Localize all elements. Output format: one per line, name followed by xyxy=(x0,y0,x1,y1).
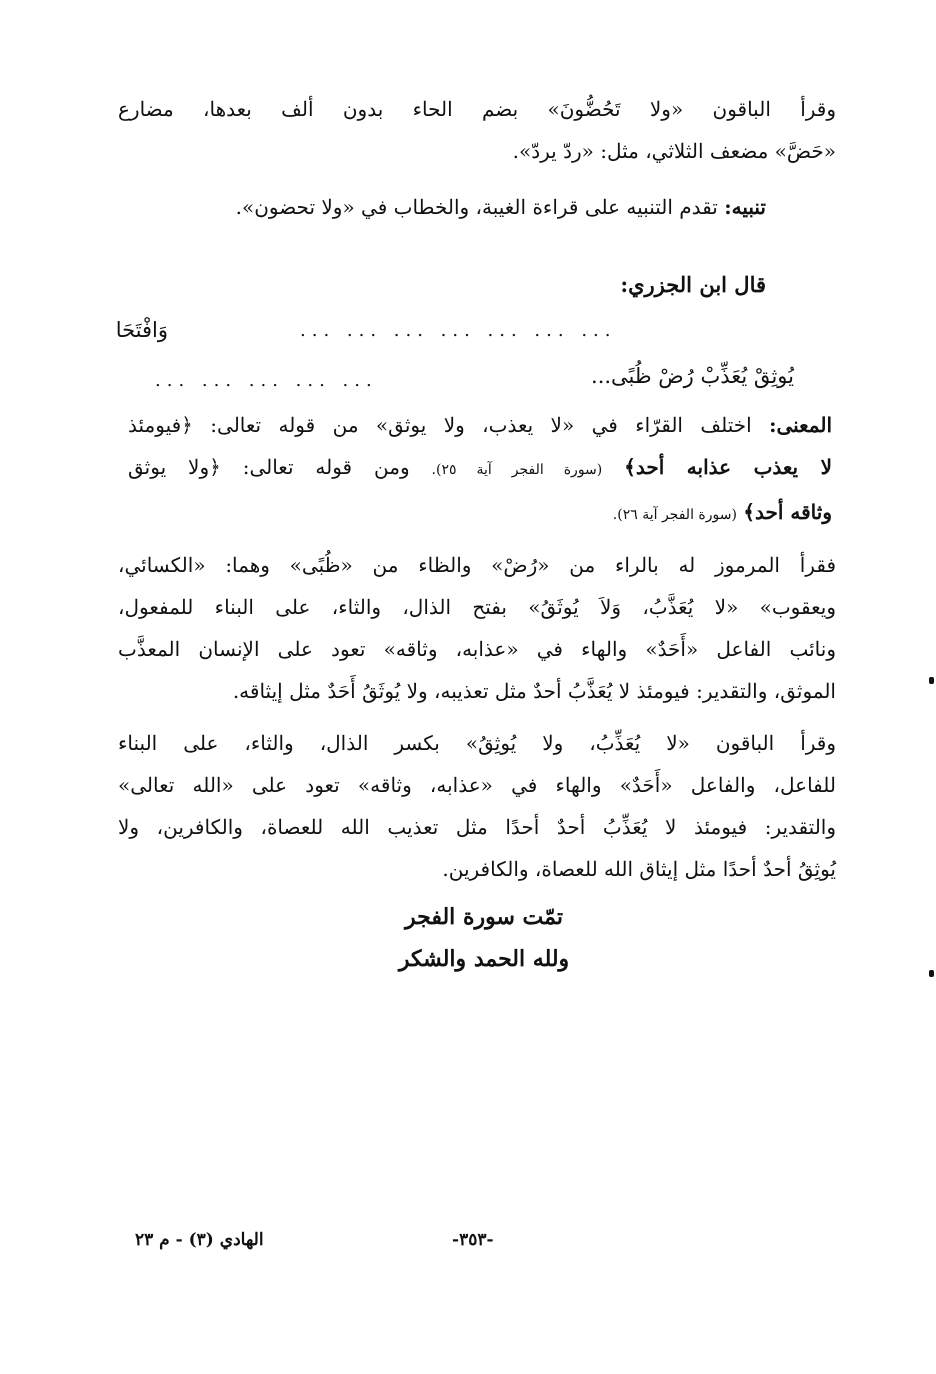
paragraph-line: يُوثِقُ أحدٌ أحدًا مثل إيثاق الله للعصاة، والكافرين. xyxy=(442,857,836,881)
meaning-text: ومن قوله تعالى: ﴿ولا يوثق xyxy=(128,455,410,479)
verse-ellipsis: ... ... ... ... ... xyxy=(155,370,378,391)
scan-edge-mark xyxy=(929,970,934,977)
scan-edge-mark xyxy=(929,677,934,684)
note-text: تقدم التنبيه على قراءة الغيبة، والخطاب في «ولا تحضون». xyxy=(235,195,718,219)
quran-quote: لا يعذب عذابه أحد﴾ xyxy=(624,455,833,479)
paragraph-line: للفاعل، والفاعل «أَحَدٌ» والهاء في «عذابه، وثاقه» تعود على «الله تعالى» xyxy=(118,773,836,797)
surah-reference: (سورة الفجر آية ٢٥). xyxy=(431,462,603,478)
surah-reference: (سورة الفجر آية ٢٦). xyxy=(612,507,737,523)
note-paragraph xyxy=(236,186,766,228)
verse-word: وَافْتَحَا xyxy=(115,318,168,342)
paragraph-baqun-tahuddun xyxy=(118,88,836,172)
paragraph-line: الموثق، والتقدير: فيومئذ لا يُعَذَّبُ أحدٌ مثل تعذيبه، ولا يُوثَقُ أَحَدٌ مثل إيثاقه. xyxy=(232,679,836,703)
book-reference: الهادي (٣) - م ٢٣ xyxy=(135,1230,264,1250)
meaning-paragraph xyxy=(128,404,832,536)
meaning-text: اختلف القرّاء في «لا يعذب، ولا يوثق» من قوله تعالى: ﴿فيومئذ xyxy=(128,413,752,437)
paragraph-line: وقرأ الباقون «ولا تَحُضُّونَ» بضم الحاء بدون ألف بعدها، مضارع xyxy=(118,97,836,121)
paragraph-line: «حَضَّ» مضعف الثلاثي، مثل: «ردّ يردّ». xyxy=(512,139,836,163)
section-heading: قال ابن الجزري: xyxy=(620,272,766,297)
meaning-line xyxy=(128,446,832,491)
note-label: تنبيه: xyxy=(724,195,766,219)
meaning-label: المعنى: xyxy=(769,413,833,437)
verse-ellipsis: ... ... ... ... ... ... ... xyxy=(300,320,617,341)
paragraph-kisai-yaqub xyxy=(118,544,836,712)
page-number: -٣٥٣- xyxy=(452,1230,494,1250)
quran-quote: وثاقه أحد﴾ xyxy=(743,500,832,524)
paragraph-baqun-kasr xyxy=(118,722,836,890)
closing-surah-end: تمّت سورة الفجر xyxy=(405,904,563,930)
paragraph-line: ويعقوب» «لا يُعَذَّبُ، وَلاَ يُوثَقُ» بفتح الذال، والثاء، على البناء للمفعول، xyxy=(118,595,836,619)
paragraph-line: وقرأ الباقون «لا يُعَذِّبُ، ولا يُوثِقُ» بكسر الذال، والثاء، على البناء xyxy=(118,731,836,755)
paragraph-line: والتقدير: فيومئذ لا يُعَذِّبُ أحدٌ أحدًا مثل تعذيب الله للعصاة، والكافرين، ولا xyxy=(118,815,836,839)
paragraph-line: ونائب الفاعل «أَحَدٌ» والهاء في «عذابه، وثاقه» تعود على الإنسان المعذَّب xyxy=(118,637,836,661)
meaning-line xyxy=(128,404,832,446)
closing-praise: ولله الحمد والشكر xyxy=(398,946,570,972)
verse-words: يُوثِقْ يُعَذِّبْ رُضْ ظُبًى... xyxy=(591,364,794,388)
meaning-line xyxy=(128,491,832,536)
paragraph-line: فقرأ المرموز له بالراء من «رُضْ» والظاء من «ظُبًى» وهما: «الكسائي، xyxy=(118,553,836,577)
